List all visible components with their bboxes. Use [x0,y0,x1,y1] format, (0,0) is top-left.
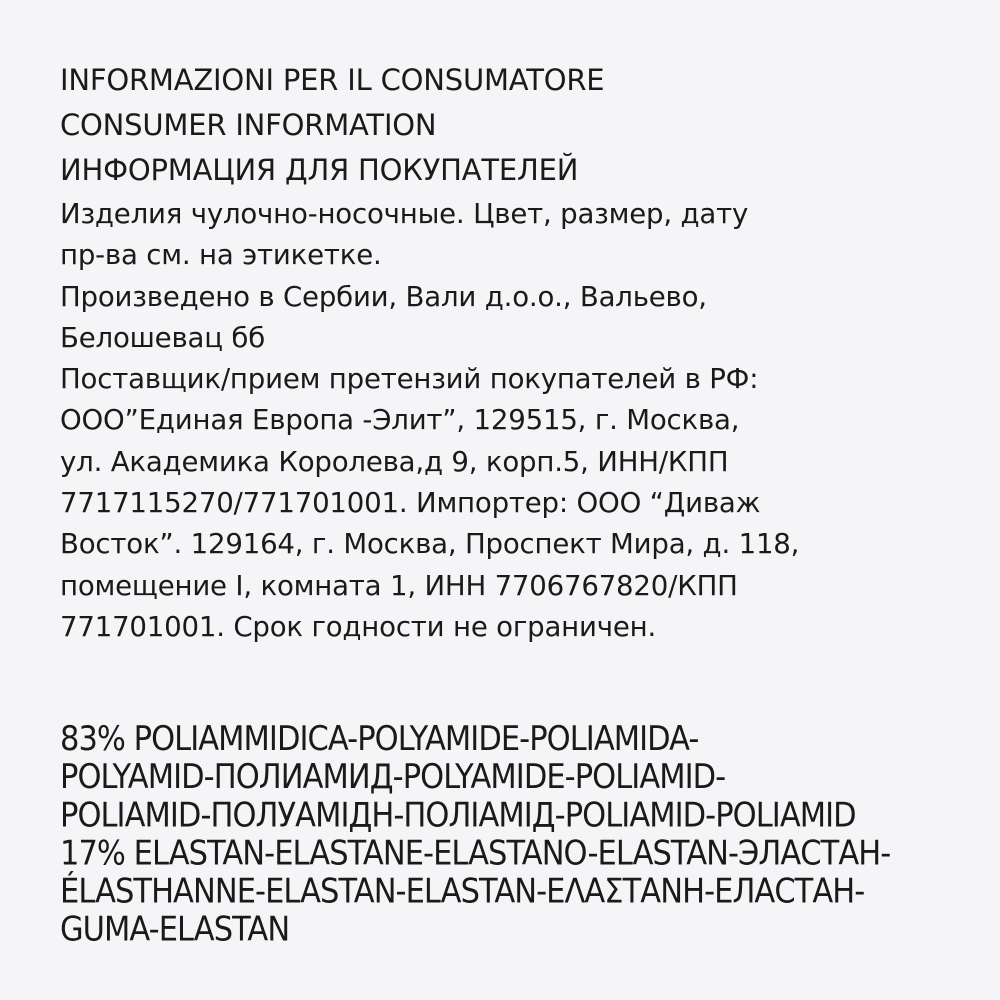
composition-line-3: POLIAMID-ПОЛУАМІДН-ПОЛІАМІД-POLIAMID-POLIAMID [60,796,856,836]
body-line-4: Белошевац бб [60,320,266,354]
composition-line-1: 83% POLIAMMIDICA-POLYAMIDE-POLIAMIDA- [60,719,699,760]
body-line-6: ООО”Единая Европа -Элит”, 129515, г. Москва, [60,403,740,437]
body-line-9: Восток”. 129164, г. Москва, Проспект Мира, д. 118, [60,527,800,561]
composition-line-4: 17% ELASTAN-ELASTANE-ELASTANO-ELASTAN-ЭЛАСТАН- [60,834,891,874]
composition-line-2: POLYAMID-ПОЛИАМИД-POLYAMIDE-POLIAMID- [60,757,726,798]
heading-group [60,58,604,193]
composition-line-6: GUMA-ELASTAN [60,910,290,950]
heading-russian: ИНФОРМАЦИЯ ДЛЯ ПОКУПАТЕЛЕЙ [60,153,579,187]
fabric-composition [60,721,890,949]
body-line-3: Произведено в Сербии, Вали д.о.о., Вальево, [60,279,707,313]
body-line-2: пр-ва см. на этикетке. [60,238,382,272]
heading-english: CONSUMER INFORMATION [60,108,437,142]
body-line-1: Изделия чулочно-носочные. Цвет, размер, дату [60,197,749,230]
consumer-info-body [60,193,799,647]
body-line-7: ул. Академика Королева,д 9, корп.5, ИНН/КПП [60,444,729,478]
body-line-5: Поставщик/прием претензий покупателей в РФ: [60,362,759,396]
body-line-8: 7717115270/771701001. Импортер: ООО “Диваж [60,486,761,520]
heading-italian: INFORMAZIONI PER IL CONSUMATORE [60,63,605,97]
composition-line-5: ÉLASTHANNE-ELASTAN-ELASTAN-ΕΛΑΣΤΑΝΗ-ЕЛАСТАН- [60,872,865,912]
body-line-11: 771701001. Срок годности не ограничен. [60,609,657,643]
body-line-10: помещение I, комната 1, ИНН 7706767820/КПП [60,568,738,602]
